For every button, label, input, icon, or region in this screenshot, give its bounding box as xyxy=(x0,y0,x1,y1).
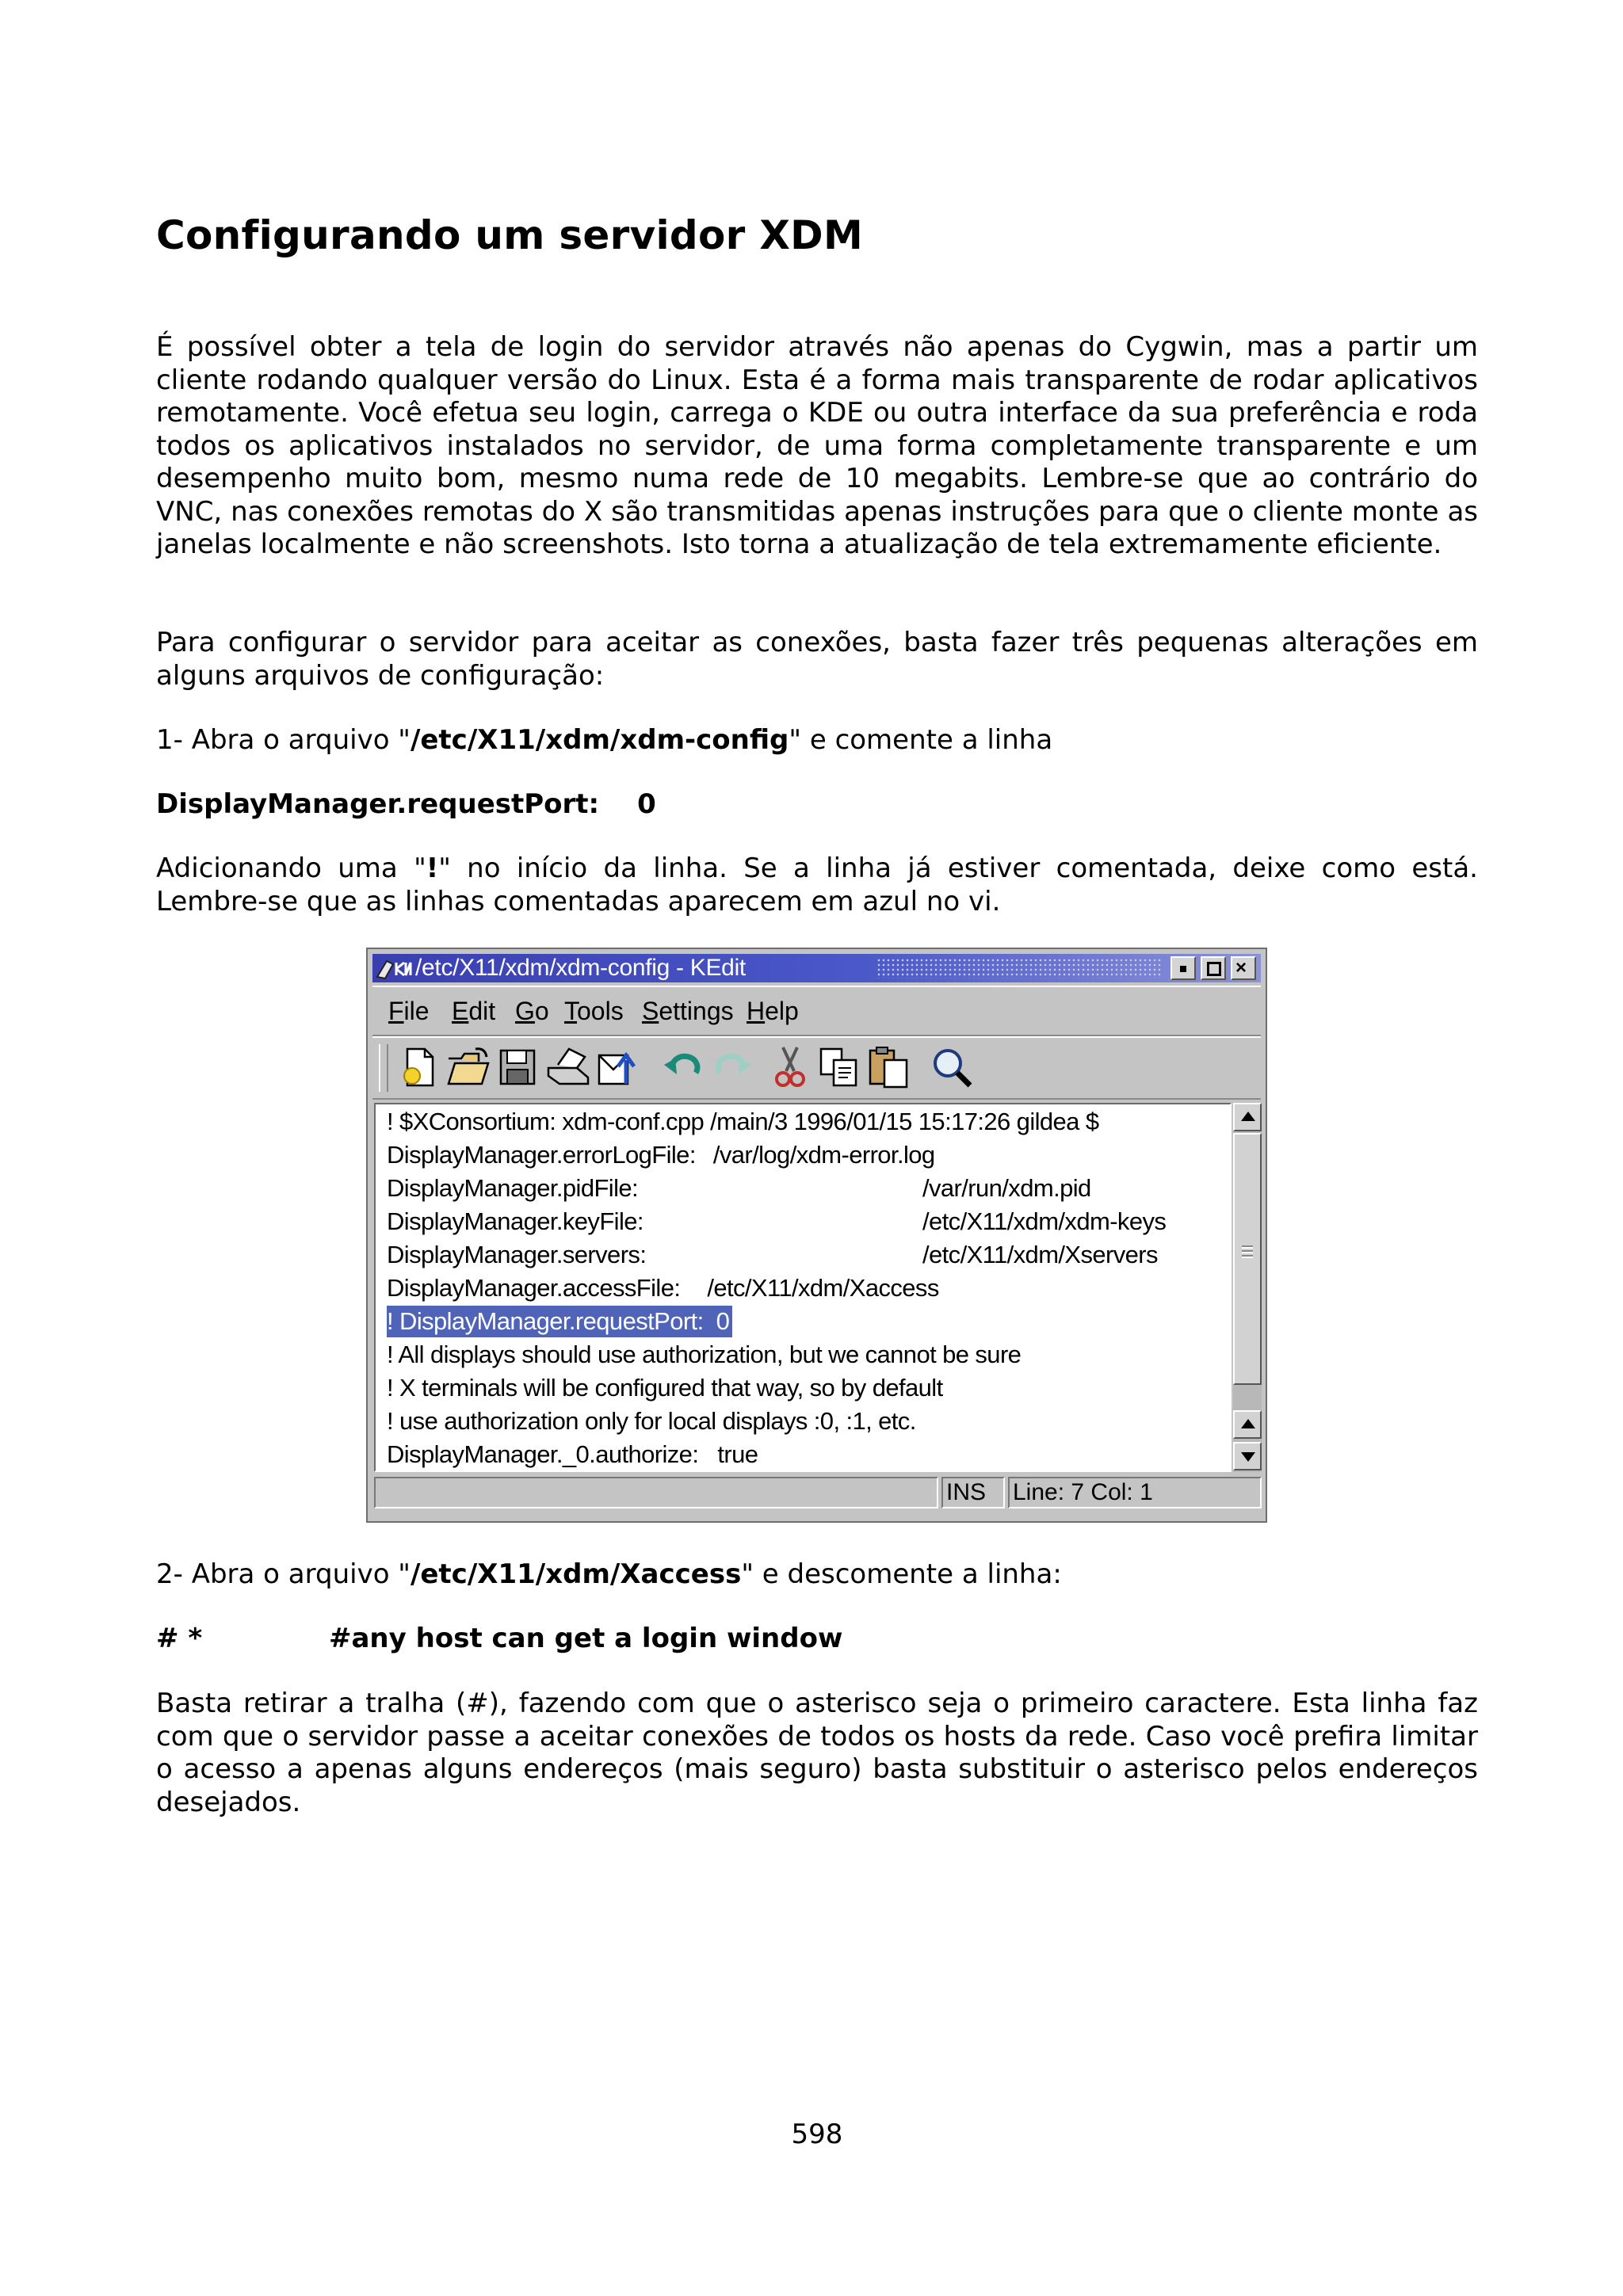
exclamation-mark: ! xyxy=(426,852,439,884)
step-2-path: /etc/X11/xdm/Xaccess xyxy=(410,1558,742,1590)
close-icon: × xyxy=(1235,957,1247,978)
scroll-step-up-icon[interactable] xyxy=(1233,1410,1262,1439)
editor-line-5: DisplayManager.servers: /etc/X11/xdm/Xservers xyxy=(387,1241,1158,1268)
new-file-icon[interactable] xyxy=(396,1044,442,1090)
menu-tools[interactable]: Tools xyxy=(564,997,624,1025)
paste-icon[interactable] xyxy=(865,1044,911,1090)
copy-icon[interactable] xyxy=(816,1044,862,1090)
find-magnifier-icon[interactable] xyxy=(929,1044,975,1090)
status-message xyxy=(374,1477,938,1508)
open-folder-icon[interactable] xyxy=(445,1044,491,1090)
step-1-instruction xyxy=(156,724,1478,757)
comment-prefix: Adicionando uma " xyxy=(156,852,426,884)
step-2-suffix: " e descomente a linha: xyxy=(741,1558,1062,1590)
editor-line-10: ! use authorization only for local displays :0, :1, etc. xyxy=(387,1407,916,1435)
scroll-up-icon[interactable] xyxy=(1233,1103,1262,1131)
step-1-path: /etc/X11/xdm/xdm-config xyxy=(410,724,789,756)
undo-icon[interactable] xyxy=(661,1044,707,1090)
save-disk-icon[interactable] xyxy=(495,1044,540,1090)
window-title: /etc/X11/xdm/xdm-config - KEdit xyxy=(415,955,746,981)
page-number: 598 xyxy=(791,2119,843,2150)
request-port-line xyxy=(156,788,1478,822)
step-1-prefix: 1- Abra o arquivo " xyxy=(156,724,411,756)
toolbar xyxy=(372,1036,1261,1100)
maximize-button[interactable] xyxy=(1201,956,1226,980)
step-1-suffix: " e comente a linha xyxy=(789,724,1053,756)
page-title: Configurando um servidor XDM xyxy=(156,212,864,258)
titlebar-grip xyxy=(876,958,1163,978)
editor-line-2: DisplayManager.errorLogFile: /var/log/xdm-error.log xyxy=(387,1141,935,1169)
editor-line-4: DisplayManager.keyFile: /etc/X11/xdm/xdm-keys xyxy=(387,1207,1167,1235)
send-mail-icon[interactable] xyxy=(594,1044,640,1090)
vertical-scrollbar[interactable] xyxy=(1233,1103,1262,1472)
hash-asterisk: # * xyxy=(156,1623,203,1654)
scroll-down-icon[interactable] xyxy=(1233,1442,1262,1470)
menu-help[interactable]: Help xyxy=(747,997,799,1025)
request-port-value: 0 xyxy=(637,788,656,820)
comment-paragraph xyxy=(156,852,1478,918)
cut-scissors-icon[interactable] xyxy=(767,1044,813,1090)
kedit-app-icon[interactable] xyxy=(376,956,412,980)
status-position: Line: 7 Col: 1 xyxy=(1008,1477,1262,1508)
any-host-line xyxy=(156,1623,1478,1656)
editor-line-6: DisplayManager.accessFile: /etc/X11/xdm/Xaccess xyxy=(387,1274,939,1302)
redo-icon[interactable] xyxy=(708,1044,754,1090)
print-icon[interactable] xyxy=(545,1044,591,1090)
editor-area xyxy=(374,1103,1262,1472)
scrollbar-thumb[interactable] xyxy=(1233,1133,1262,1385)
comment-suffix: " no início da linha. Se a linha já estiver comentada, deixe como está. Lembre-se que as linhas comentadas aparecem em azul no vi. xyxy=(156,852,1478,917)
editor-line-3: DisplayManager.pidFile: /var/run/xdm.pid xyxy=(387,1174,1091,1202)
intro-paragraph: É possível obter a tela de login do servidor através não apenas do Cygwin, mas a partir um cliente rodando qualquer versão do Linux. Esta é a forma mais transparente de rodar aplicativos remotamente. Você efetua seu login, carrega o KDE ou outra interface da sua preferência e roda todos os aplicativos instalados no servidor, de uma forma completamente transparente e um desempenho muito bom, mesmo numa rede de 10 megabits. Lembre-se que ao contrário do VNC, nas conexões remotas do X são transmitidas apenas instruções para que o cliente monte as janelas localmente e não screenshots. Isto torna a atualização de tela extremamente eficiente. xyxy=(156,331,1478,560)
text-editor[interactable] xyxy=(374,1103,1232,1472)
status-bar xyxy=(374,1477,1259,1512)
editor-line-7-selected: ! DisplayManager.requestPort: 0 xyxy=(387,1306,732,1337)
editor-line-11: DisplayManager._0.authorize: true xyxy=(387,1440,758,1468)
request-port-key: DisplayManager.requestPort: xyxy=(156,788,600,820)
menu-go[interactable]: Go xyxy=(515,997,549,1025)
editor-line-9: ! X terminals will be configured that way, so by default xyxy=(387,1374,943,1402)
step-2-prefix: 2- Abra o arquivo " xyxy=(156,1558,411,1590)
window-titlebar[interactable] xyxy=(372,954,1261,982)
any-host-comment: #any host can get a login window xyxy=(329,1623,843,1654)
close-button[interactable] xyxy=(1231,956,1256,980)
toolbar-grip[interactable] xyxy=(379,1044,388,1092)
menu-settings[interactable]: Settings xyxy=(642,997,734,1025)
closing-paragraph: Basta retirar a tralha (#), fazendo com que o asterisco seja o primeiro caractere. Esta linha faz com que o servidor passe a aceitar conexões de todos os hosts da rede. Caso você prefira limitar o acesso a apenas alguns endereços (mais seguro) basta substituir o asterisco pelos endereços desejados. xyxy=(156,1688,1478,1818)
config-paragraph: Para configurar o servidor para aceitar as conexões, basta fazer três pequenas alterações em alguns arquivos de configuração: xyxy=(156,627,1478,692)
minimize-button[interactable] xyxy=(1170,956,1196,980)
menu-edit[interactable]: Edit xyxy=(452,997,496,1025)
kedit-window xyxy=(366,948,1267,1523)
step-2-instruction xyxy=(156,1558,1478,1592)
menu-bar xyxy=(372,986,1261,1036)
editor-line-8: ! All displays should use authorization, but we cannot be sure xyxy=(387,1341,1022,1368)
menu-file[interactable]: File xyxy=(388,997,430,1025)
status-mode: INS xyxy=(941,1477,1005,1508)
editor-line-1: ! $XConsortium: xdm-conf.cpp /main/3 1996/01/15 15:17:26 gildea $ xyxy=(387,1108,1099,1135)
